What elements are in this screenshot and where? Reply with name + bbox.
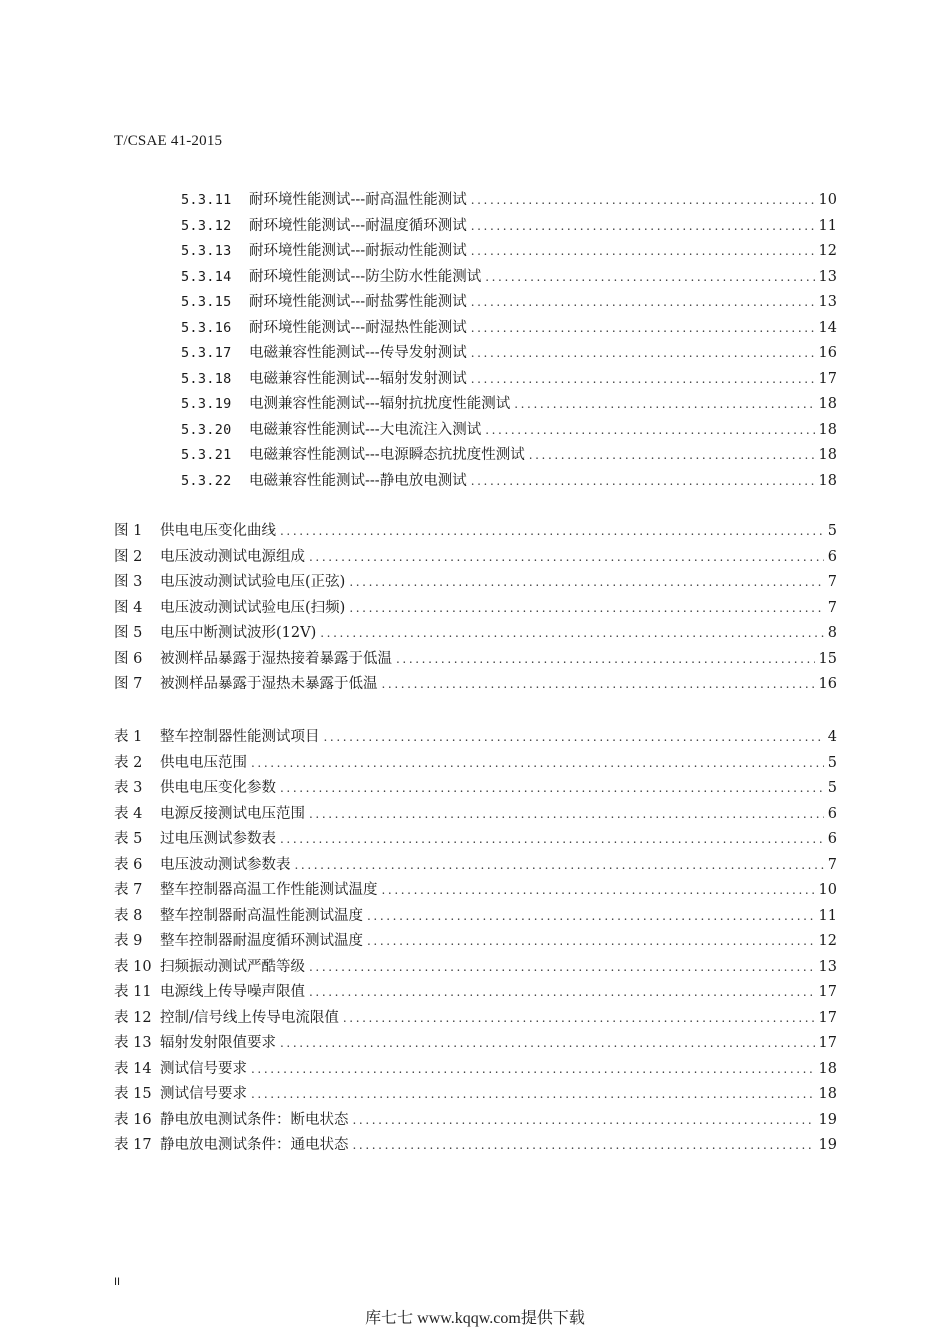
table-entry[interactable] xyxy=(114,1084,837,1104)
entry-title: 电压波动测试参数表 xyxy=(160,856,291,873)
entry-title: 整车控制器高温工作性能测试温度 xyxy=(160,882,378,898)
entry-title: 电源线上传导噪声限值 xyxy=(160,984,305,1000)
entry-number: 5.3.15 xyxy=(181,294,232,310)
figure-entry[interactable] xyxy=(114,547,837,567)
entry-title: 电压波动测试试验电压(正弦) xyxy=(160,574,346,590)
entry-page-number: 15 xyxy=(818,650,837,667)
dot-leader xyxy=(295,855,824,875)
entry-page-number: 10 xyxy=(818,882,837,898)
table-entry[interactable] xyxy=(114,982,837,1002)
entry-number: 表 8 xyxy=(114,907,143,924)
dot-leader xyxy=(324,727,824,747)
dot-leader xyxy=(471,292,815,312)
entry-number: 表 5 xyxy=(114,831,143,847)
entry-number: 表 6 xyxy=(114,856,143,873)
table-entry[interactable] xyxy=(114,957,837,977)
toc-entry[interactable] xyxy=(181,343,837,363)
entry-title: 供电电压范围 xyxy=(160,754,247,771)
entry-number: 图 4 xyxy=(114,599,143,616)
entry-title: 测试信号要求 xyxy=(160,1086,247,1102)
table-entry[interactable] xyxy=(114,1033,837,1053)
entry-number: 表 7 xyxy=(114,882,143,898)
entry-number: 表 4 xyxy=(114,805,143,822)
entry-number: 表 13 xyxy=(114,1035,152,1051)
table-entry[interactable] xyxy=(114,931,837,951)
figure-entry[interactable] xyxy=(114,572,837,592)
entry-page-number: 5 xyxy=(827,780,837,796)
entry-number: 图 1 xyxy=(114,523,143,539)
document-code: T/CSAE 41-2015 xyxy=(114,133,223,149)
toc-entry[interactable] xyxy=(181,216,837,236)
table-entry[interactable] xyxy=(114,1008,837,1028)
dot-leader xyxy=(349,598,823,618)
entry-title: 扫频振动测试严酷等级 xyxy=(160,958,305,975)
dot-leader xyxy=(280,1033,815,1053)
entry-number: 5.3.19 xyxy=(181,396,232,412)
entry-page-number: 17 xyxy=(818,984,837,1000)
dot-leader xyxy=(471,241,815,261)
entry-title: 耐环境性能测试---耐高温性能测试 xyxy=(249,192,467,208)
dot-leader xyxy=(485,267,814,287)
entry-page-number: 7 xyxy=(827,599,837,616)
entry-title: 电磁兼容性能测试---大电流注入测试 xyxy=(249,421,482,438)
entry-number: 5.3.12 xyxy=(181,217,232,234)
entry-number: 5.3.21 xyxy=(181,447,232,463)
entry-page-number: 14 xyxy=(818,319,837,336)
dot-leader xyxy=(471,343,815,363)
entry-page-number: 13 xyxy=(818,268,837,285)
entry-page-number: 7 xyxy=(827,574,837,590)
entry-number: 表 16 xyxy=(114,1111,152,1128)
dot-leader xyxy=(309,957,815,977)
entry-page-number: 19 xyxy=(818,1137,837,1153)
dot-leader xyxy=(529,445,815,465)
entry-number: 5.3.22 xyxy=(181,472,232,489)
table-entry[interactable] xyxy=(114,1135,837,1155)
entry-page-number: 13 xyxy=(818,958,837,975)
entry-title: 测试信号要求 xyxy=(160,1060,247,1077)
toc-entry[interactable] xyxy=(181,394,837,414)
dot-leader xyxy=(309,547,824,567)
entry-title: 被测样品暴露于湿热接着暴露于低温 xyxy=(160,650,392,667)
entry-number: 表 9 xyxy=(114,933,143,949)
entry-page-number: 16 xyxy=(818,345,837,361)
dot-leader xyxy=(471,190,815,210)
entry-number: 表 12 xyxy=(114,1009,152,1026)
entry-title: 被测样品暴露于湿热未暴露于低温 xyxy=(160,676,378,692)
entry-number: 表 11 xyxy=(114,984,152,1000)
entry-number: 5.3.16 xyxy=(181,319,232,336)
entry-number: 5.3.13 xyxy=(181,243,232,259)
entry-number: 表 2 xyxy=(114,754,143,771)
entry-page-number: 18 xyxy=(818,447,837,463)
entry-page-number: 18 xyxy=(818,472,837,489)
table-entry[interactable] xyxy=(114,1110,837,1130)
dot-leader xyxy=(309,982,815,1002)
entry-title: 电磁兼容性能测试---辐射发射测试 xyxy=(249,370,467,387)
entry-page-number: 18 xyxy=(818,396,837,412)
entry-number: 图 5 xyxy=(114,625,143,641)
entry-title: 电压中断测试波形(12V) xyxy=(160,625,317,641)
entry-title: 电压波动测试试验电压(扫频) xyxy=(160,599,346,616)
toc-entry[interactable] xyxy=(181,241,837,261)
toc-entry[interactable] xyxy=(181,445,837,465)
entry-number: 5.3.14 xyxy=(181,268,232,285)
entry-page-number: 17 xyxy=(818,1009,837,1026)
entry-page-number: 12 xyxy=(818,933,837,949)
entry-title: 耐环境性能测试---耐盐雾性能测试 xyxy=(249,294,467,310)
entry-number: 表 10 xyxy=(114,958,152,975)
dot-leader xyxy=(367,931,815,951)
toc-entry[interactable] xyxy=(181,420,837,440)
entry-title: 供电电压变化曲线 xyxy=(160,523,276,539)
toc-entry[interactable] xyxy=(181,267,837,287)
figure-entry[interactable] xyxy=(114,598,837,618)
entry-number: 表 3 xyxy=(114,780,143,796)
entry-number: 5.3.11 xyxy=(181,192,232,208)
entry-number: 表 14 xyxy=(114,1060,152,1077)
entry-title: 耐环境性能测试---耐温度循环测试 xyxy=(249,217,467,234)
dot-leader xyxy=(251,753,824,773)
entry-title: 耐环境性能测试---防尘防水性能测试 xyxy=(249,268,482,285)
table-entry[interactable] xyxy=(114,1059,837,1079)
entry-number: 图 7 xyxy=(114,676,143,692)
toc-entry[interactable] xyxy=(181,369,837,389)
dot-leader xyxy=(471,318,815,338)
table-entry[interactable] xyxy=(114,880,837,900)
dot-leader xyxy=(353,1110,815,1130)
entry-number: 表 1 xyxy=(114,729,143,745)
entry-page-number: 6 xyxy=(827,548,837,565)
toc-entry[interactable] xyxy=(181,471,837,491)
figure-entry[interactable] xyxy=(114,674,837,694)
table-entry[interactable] xyxy=(114,829,837,849)
entry-title: 辐射发射限值要求 xyxy=(160,1035,276,1051)
entry-title: 耐环境性能测试---耐湿热性能测试 xyxy=(249,319,467,336)
entry-title: 电源反接测试电压范围 xyxy=(160,805,305,822)
dot-leader xyxy=(280,521,824,541)
entry-number: 图 2 xyxy=(114,548,143,565)
dot-leader xyxy=(367,906,815,926)
download-watermark: 库七七 www.kqqw.com提供下载 xyxy=(365,1310,585,1327)
entry-number: 5.3.18 xyxy=(181,370,232,387)
dot-leader xyxy=(514,394,814,414)
dot-leader xyxy=(471,369,815,389)
entry-title: 整车控制器耐温度循环测试温度 xyxy=(160,933,363,949)
entry-title: 静电放电测试条件：通电状态 xyxy=(160,1137,349,1153)
entry-page-number: 6 xyxy=(827,831,837,847)
table-entry[interactable] xyxy=(114,778,837,798)
entry-number: 图 3 xyxy=(114,574,143,590)
entry-title: 电磁兼容性能测试---静电放电测试 xyxy=(249,472,467,489)
entry-number: 表 15 xyxy=(114,1086,152,1102)
dot-leader xyxy=(251,1059,815,1079)
entry-number: 5.3.20 xyxy=(181,421,232,438)
table-entry[interactable] xyxy=(114,727,837,747)
dot-leader xyxy=(382,674,815,694)
entry-page-number: 18 xyxy=(818,1060,837,1077)
entry-title: 电压波动测试电源组成 xyxy=(160,548,305,565)
entry-page-number: 18 xyxy=(818,421,837,438)
entry-title: 耐环境性能测试---耐振动性能测试 xyxy=(249,243,467,259)
page-number: II xyxy=(114,1276,121,1288)
dot-leader xyxy=(396,649,815,669)
dot-leader xyxy=(471,216,815,236)
table-entry[interactable] xyxy=(114,855,837,875)
dot-leader xyxy=(309,804,824,824)
entry-title: 电磁兼容性能测试---传导发射测试 xyxy=(249,345,467,361)
entry-title: 整车控制器性能测试项目 xyxy=(160,729,320,745)
dot-leader xyxy=(471,471,815,491)
toc-entry[interactable] xyxy=(181,292,837,312)
entry-page-number: 8 xyxy=(827,625,837,641)
table-entry[interactable] xyxy=(114,804,837,824)
entry-title: 整车控制器耐高温性能测试温度 xyxy=(160,907,363,924)
entry-page-number: 10 xyxy=(818,192,837,208)
table-entry[interactable] xyxy=(114,753,837,773)
entry-number: 图 6 xyxy=(114,650,143,667)
entry-page-number: 17 xyxy=(818,370,837,387)
entry-page-number: 17 xyxy=(818,1035,837,1051)
entry-page-number: 18 xyxy=(818,1086,837,1102)
entry-page-number: 19 xyxy=(818,1111,837,1128)
figure-entry[interactable] xyxy=(114,649,837,669)
entry-number: 5.3.17 xyxy=(181,345,232,361)
entry-page-number: 7 xyxy=(827,856,837,873)
entry-page-number: 11 xyxy=(818,907,837,924)
entry-title: 供电电压变化参数 xyxy=(160,780,276,796)
entry-number: 表 17 xyxy=(114,1137,152,1153)
entry-title: 电测兼容性能测试---辐射抗扰度性能测试 xyxy=(249,396,511,412)
entry-page-number: 4 xyxy=(827,729,837,745)
entry-page-number: 16 xyxy=(818,676,837,692)
dot-leader xyxy=(280,829,824,849)
figure-entry[interactable] xyxy=(114,623,837,643)
entry-page-number: 11 xyxy=(818,217,837,234)
dot-leader xyxy=(382,880,815,900)
entry-page-number: 5 xyxy=(827,523,837,539)
toc-entry[interactable] xyxy=(181,190,837,210)
table-entry[interactable] xyxy=(114,906,837,926)
toc-entry[interactable] xyxy=(181,318,837,338)
dot-leader xyxy=(485,420,814,440)
entry-title: 过电压测试参数表 xyxy=(160,831,276,847)
dot-leader xyxy=(343,1008,815,1028)
entry-page-number: 12 xyxy=(818,243,837,259)
entry-page-number: 6 xyxy=(827,805,837,822)
dot-leader xyxy=(280,778,824,798)
dot-leader xyxy=(251,1084,815,1104)
entry-title: 控制/信号线上传导电流限值 xyxy=(160,1009,339,1026)
entry-page-number: 13 xyxy=(818,294,837,310)
dot-leader xyxy=(353,1135,815,1155)
dot-leader xyxy=(320,623,824,643)
figure-entry[interactable] xyxy=(114,521,837,541)
entry-page-number: 5 xyxy=(827,754,837,771)
entry-title: 静电放电测试条件：断电状态 xyxy=(160,1111,349,1128)
dot-leader xyxy=(349,572,823,592)
entry-title: 电磁兼容性能测试---电源瞬态抗扰度性测试 xyxy=(249,447,525,463)
